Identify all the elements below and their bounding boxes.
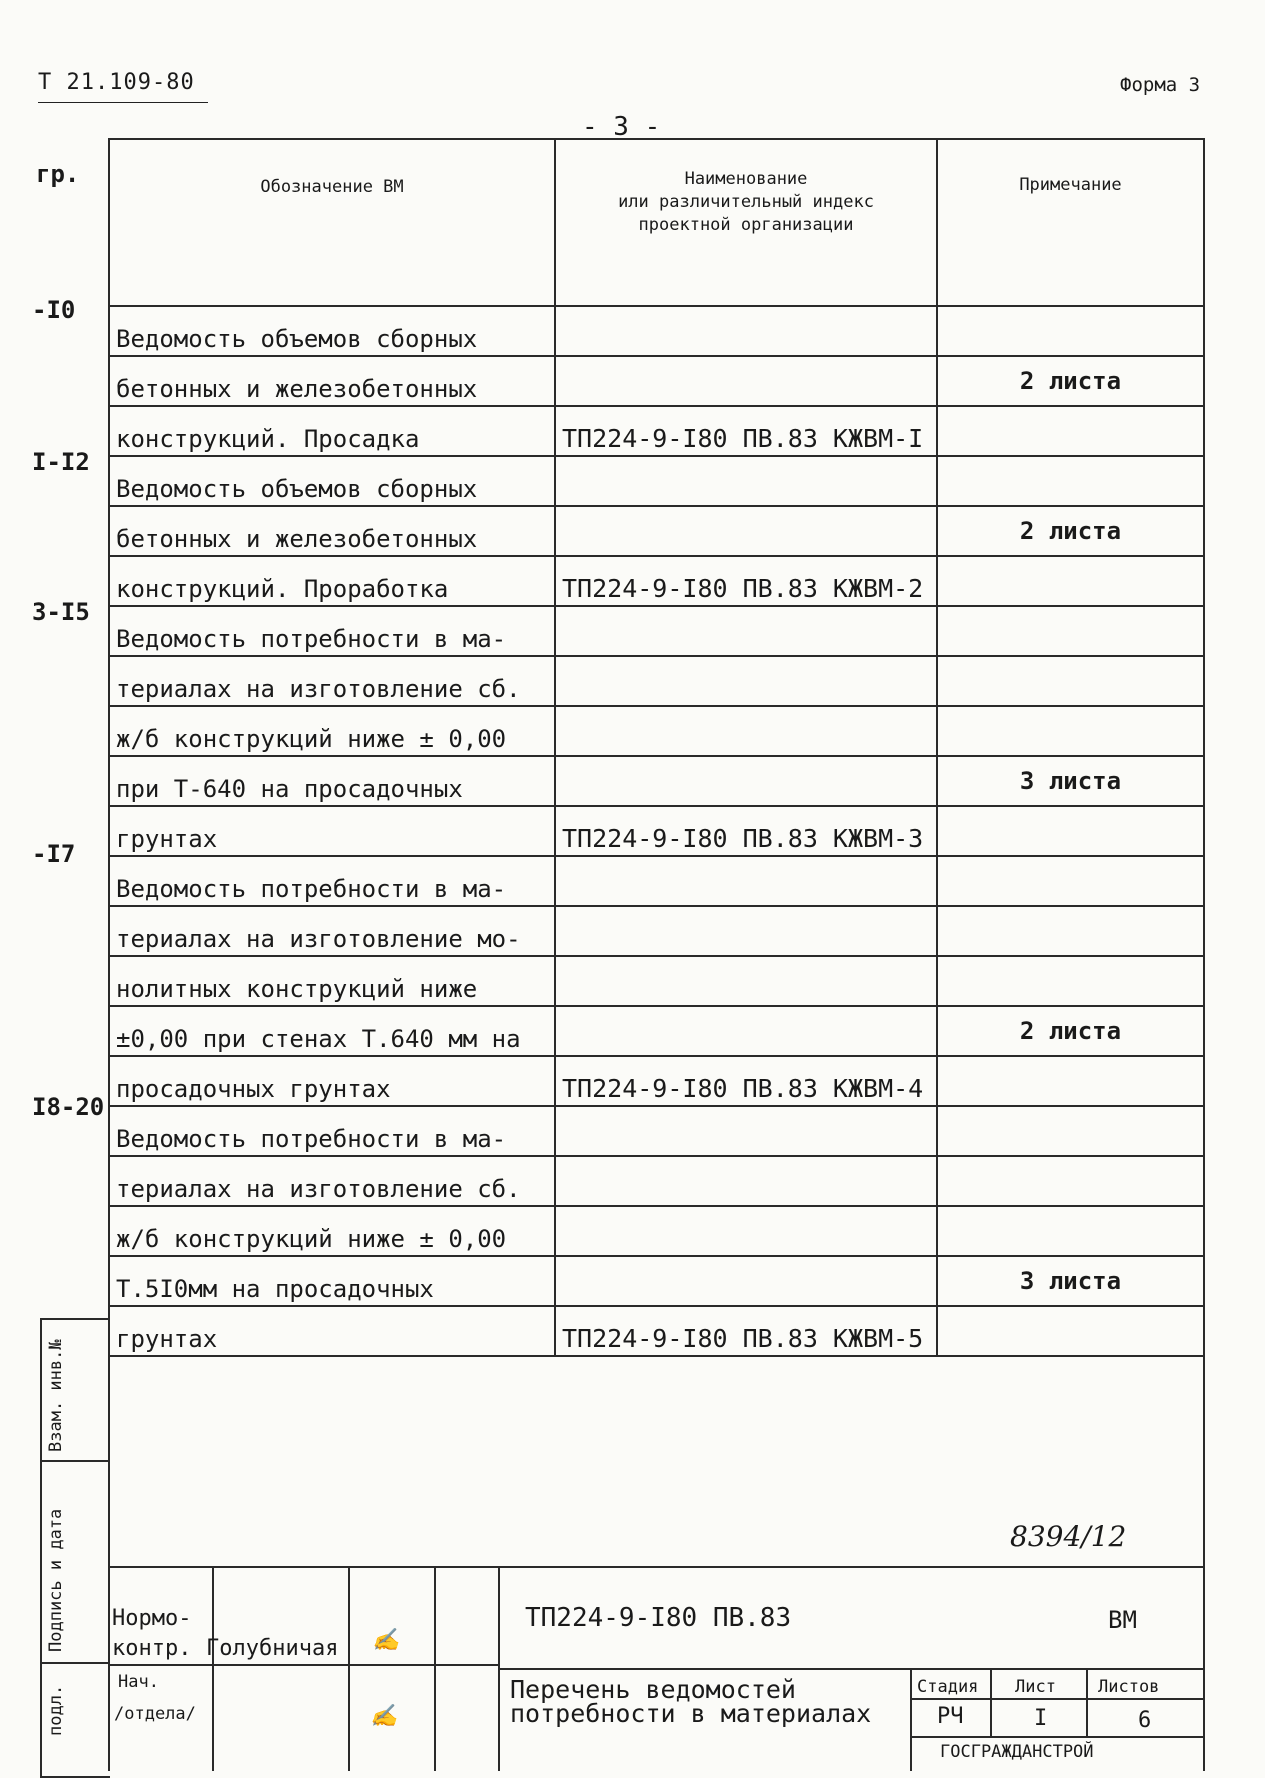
stage-label: Стадия <box>917 1677 979 1697</box>
table-row <box>109 506 1204 556</box>
row-note: 2 листа <box>937 1006 1204 1056</box>
table-row <box>109 1006 1204 1056</box>
title-block-col-line <box>498 1566 500 1771</box>
sheet-range-label: I-I2 <box>32 448 90 476</box>
table-row <box>109 1206 1204 1256</box>
row-note <box>937 656 1204 706</box>
row-note <box>937 1306 1204 1356</box>
document-title <box>510 1675 872 1728</box>
header-underline <box>38 102 208 103</box>
table-row <box>109 806 1204 856</box>
table-row <box>109 306 1204 356</box>
sheet-range-label: -I7 <box>32 840 76 868</box>
row-project-index: ТП224-9-I80 ПВ.83 КЖВМ-3 <box>555 806 937 856</box>
row-project-index <box>555 1206 937 1256</box>
row-note <box>937 1156 1204 1206</box>
row-project-index <box>555 606 937 656</box>
row-designation-text: Ведомость потребности в ма- <box>109 856 555 906</box>
row-project-index <box>555 706 937 756</box>
table-row <box>109 856 1204 906</box>
row-designation-text: грунтах <box>109 806 555 856</box>
document-title-line-2: потребности в материалах <box>510 1699 872 1728</box>
title-block-top-line <box>108 1566 1205 1568</box>
sheet-range-label: I8-20 <box>32 1093 105 1121</box>
sheet-range-label: -I0 <box>32 296 76 324</box>
row-designation-text: Ведомость потребности в ма- <box>109 606 555 656</box>
row-note <box>937 806 1204 856</box>
table-row <box>109 606 1204 656</box>
table-body <box>109 306 1204 1356</box>
sheet-value: I <box>1034 1706 1048 1731</box>
row-note <box>937 306 1204 356</box>
row-note <box>937 606 1204 656</box>
designation-header-text: Обозначение ВМ <box>260 177 404 197</box>
row-designation-text: нолитных конструкций ниже <box>109 956 555 1006</box>
sheet-range-label: 3-I5 <box>32 598 90 626</box>
margin-label-podl: подл. <box>46 1684 66 1736</box>
table-row <box>109 756 1204 806</box>
table-row <box>109 356 1204 406</box>
stage-value: РЧ <box>937 1704 964 1729</box>
row-designation-text: грунтах <box>109 1306 555 1356</box>
document-mark: ВМ <box>1108 1606 1137 1634</box>
row-project-index <box>555 856 937 906</box>
bill-list-table <box>108 138 1205 1357</box>
handwritten-archive-number: 8394/12 <box>1010 1520 1127 1553</box>
row-designation-text: Ведомость потребности в ма- <box>109 1106 555 1156</box>
organization-name: ГОСГРАЖДАНСТРОЙ <box>940 1742 1094 1762</box>
table-row <box>109 406 1204 456</box>
row-designation-text: териалах на изготовление мо- <box>109 906 555 956</box>
title-block-mid-line <box>498 1668 1205 1670</box>
row-designation-text: Т.5I0мм на просадочных <box>109 1256 555 1306</box>
row-designation-text: Ведомость объемов сборных <box>109 456 555 506</box>
title-block-col-line <box>434 1566 436 1771</box>
table-row <box>109 956 1204 1006</box>
row-designation-text: бетонных и железобетонных <box>109 506 555 556</box>
row-note <box>937 706 1204 756</box>
row-project-index <box>555 756 937 806</box>
row-project-index: ТП224-9-I80 ПВ.83 КЖВМ-4 <box>555 1056 937 1106</box>
row-note: 3 листа <box>937 756 1204 806</box>
row-project-index: ТП224-9-I80 ПВ.83 КЖВМ-I <box>555 406 937 456</box>
title-block-col-line <box>212 1566 214 1771</box>
signature-mark: ✍ <box>372 1628 400 1653</box>
row-designation-text: конструкций. Проработка <box>109 556 555 606</box>
row-designation-text: при Т-640 на просадочных <box>109 756 555 806</box>
title-block-row-line <box>108 1664 498 1666</box>
row-project-index <box>555 506 937 556</box>
row-designation-text: бетонных и железобетонных <box>109 356 555 406</box>
head-label-2: /отдела/ <box>114 1704 196 1724</box>
title-block-stage-col-line <box>1086 1668 1088 1738</box>
name-header-line-3: проектной организации <box>638 214 854 235</box>
row-designation-text: ж/б конструкций ниже ± 0,00 <box>109 706 555 756</box>
norm-control-label-1: Нормо- <box>112 1606 192 1631</box>
table-row <box>109 656 1204 706</box>
page-number: - 3 - <box>582 112 661 142</box>
margin-label-swap-inv: Взам. инв.№ <box>46 1339 66 1452</box>
document-standard-ref: Т 21.109-80 <box>38 70 195 95</box>
row-project-index: ТП224-9-I80 ПВ.83 КЖВМ-5 <box>555 1306 937 1356</box>
row-project-index <box>555 356 937 406</box>
row-note <box>937 906 1204 956</box>
row-note <box>937 856 1204 906</box>
title-block-stage-line <box>910 1698 1205 1700</box>
sheets-label: Листов <box>1098 1677 1160 1697</box>
column-header-note <box>937 139 1204 306</box>
row-note <box>937 1106 1204 1156</box>
row-designation-text: ж/б конструкций ниже ± 0,00 <box>109 1206 555 1256</box>
row-project-index <box>555 306 937 356</box>
row-note <box>937 406 1204 456</box>
row-designation-text: териалах на изготовление сб. <box>109 1156 555 1206</box>
table-row <box>109 1256 1204 1306</box>
group-column-label: гр. <box>36 160 80 188</box>
row-note: 2 листа <box>937 356 1204 406</box>
row-note: 2 листа <box>937 506 1204 556</box>
norm-control-label-2: контр. <box>112 1636 192 1661</box>
row-project-index <box>555 1006 937 1056</box>
row-project-index <box>555 1256 937 1306</box>
column-header-designation <box>109 139 555 306</box>
table-row <box>109 906 1204 956</box>
row-note: 3 листа <box>937 1256 1204 1306</box>
row-project-index <box>555 956 937 1006</box>
table-row <box>109 1156 1204 1206</box>
row-note <box>937 1206 1204 1256</box>
sheets-value: 6 <box>1138 1708 1152 1733</box>
row-note <box>937 1056 1204 1106</box>
row-designation-text: ±0,00 при стенах Т.640 мм на <box>109 1006 555 1056</box>
head-label-1: Нач. <box>118 1672 159 1692</box>
name-header-line-1: Наименование <box>684 169 808 189</box>
table-row <box>109 706 1204 756</box>
sheet-label: Лист <box>1015 1677 1056 1697</box>
norm-control-surname: Голубничая <box>206 1636 339 1661</box>
document-title-line-1: Перечень ведомостей <box>510 1675 796 1704</box>
row-project-index <box>555 1106 937 1156</box>
table-row <box>109 1306 1204 1356</box>
row-project-index <box>555 1156 937 1206</box>
row-project-index <box>555 656 937 706</box>
table-row <box>109 456 1204 506</box>
row-note <box>937 456 1204 506</box>
form-label: Форма 3 <box>1120 74 1201 96</box>
row-note <box>937 956 1204 1006</box>
title-block-stage-col-line <box>910 1668 912 1771</box>
row-project-index <box>555 456 937 506</box>
row-note <box>937 556 1204 606</box>
row-designation-text: териалах на изготовление сб. <box>109 656 555 706</box>
frame-right-line <box>1203 1316 1205 1771</box>
title-block-value-line <box>910 1736 1205 1738</box>
name-header-line-2: или различительный индекс <box>618 191 874 212</box>
margin-label-sign-date: Подпись и дата <box>46 1508 66 1652</box>
row-designation-text: конструкций. Просадка <box>109 406 555 456</box>
title-block-stage-col-line <box>990 1668 992 1738</box>
row-designation-text: Ведомость объемов сборных <box>109 306 555 356</box>
table-row <box>109 556 1204 606</box>
row-designation-text: просадочных грунтах <box>109 1056 555 1106</box>
note-header-text: Примечание <box>1019 175 1122 195</box>
row-project-index: ТП224-9-I80 ПВ.83 КЖВМ-2 <box>555 556 937 606</box>
signature-mark: ✍ <box>370 1704 398 1729</box>
project-code: ТП224-9-I80 ПВ.83 <box>525 1603 792 1633</box>
row-project-index <box>555 906 937 956</box>
table-row <box>109 1106 1204 1156</box>
table-header-row <box>109 139 1204 306</box>
column-header-name <box>555 139 937 306</box>
table-row <box>109 1056 1204 1106</box>
title-block-col-line <box>348 1566 350 1771</box>
